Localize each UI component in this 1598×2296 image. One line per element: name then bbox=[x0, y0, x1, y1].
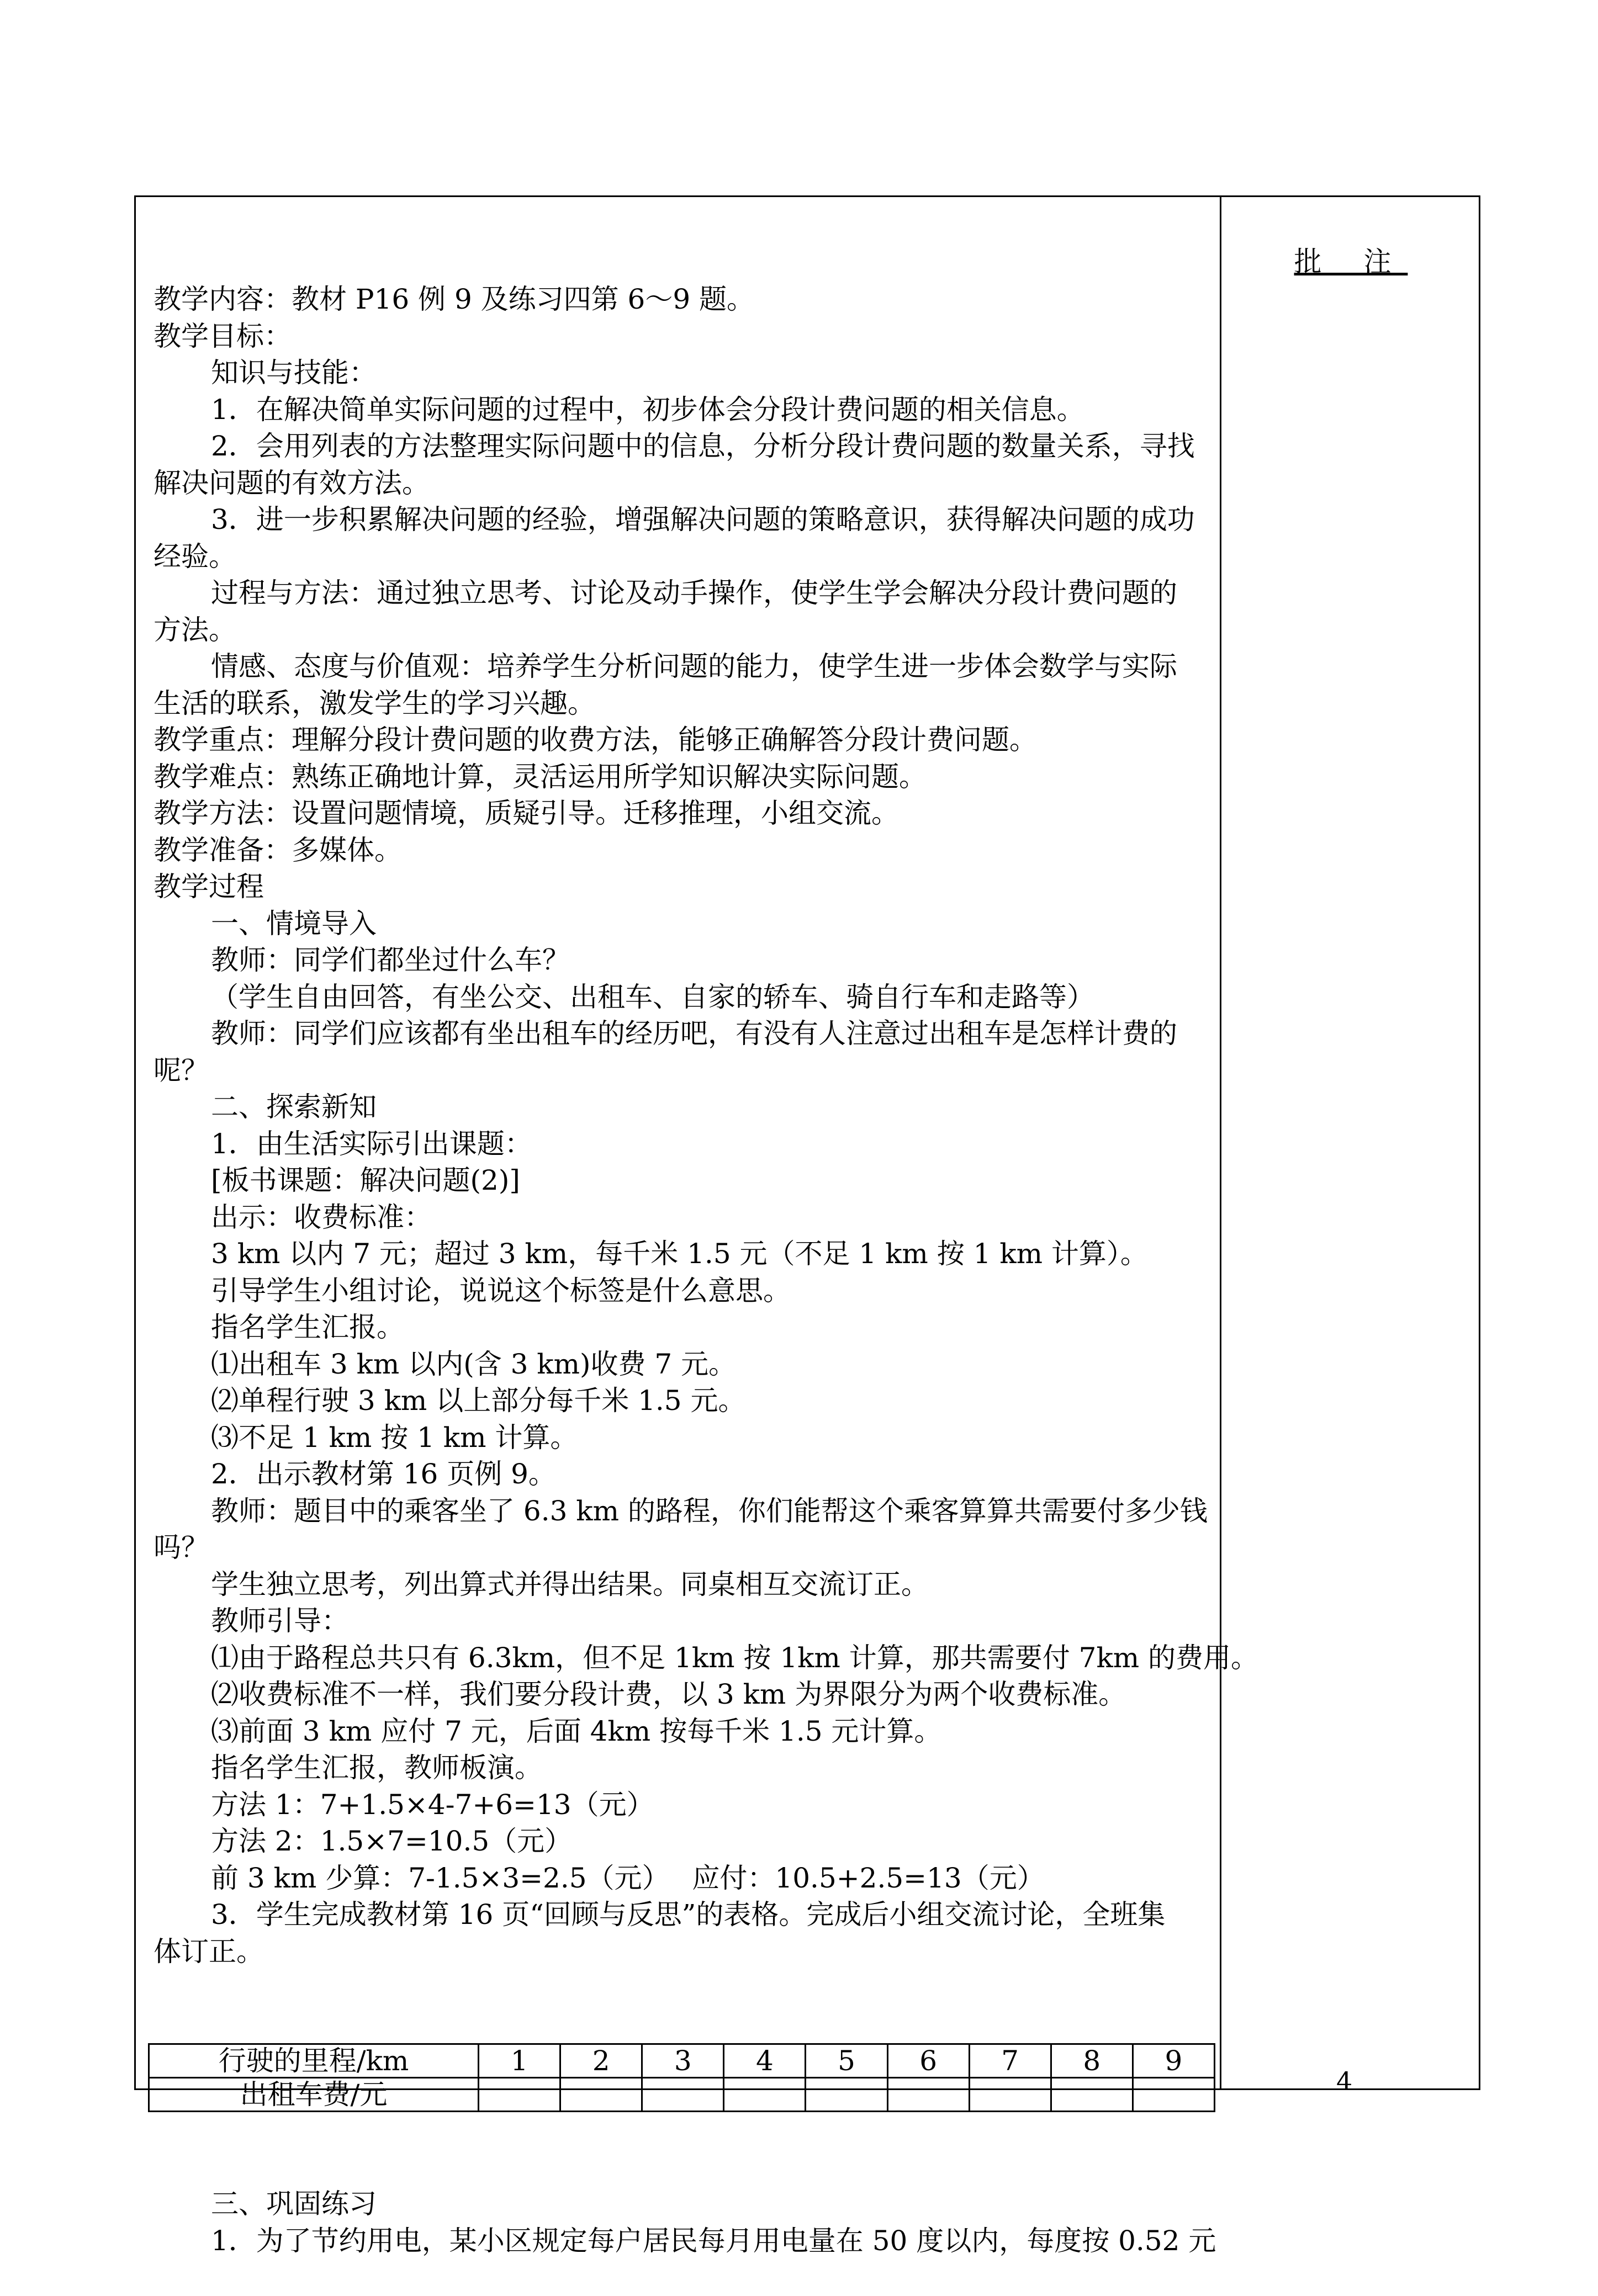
text-line: 3 km 以内 7 元；超过 3 km，每千米 1.5 元（不足 1 km 按 1 km 计算）。 bbox=[211, 1238, 1148, 1270]
text-line: 教师引导： bbox=[211, 1605, 349, 1637]
mileage-cell: 8 bbox=[1051, 2044, 1133, 2078]
lesson-content bbox=[154, 208, 1259, 2296]
text-line: 2．出示教材第 16 页例 9。 bbox=[211, 1458, 556, 1490]
text-line: ⑶不足 1 km 按 1 km 计算。 bbox=[211, 1421, 578, 1454]
fare-cell bbox=[1133, 2078, 1214, 2112]
text-line: 教学过程 bbox=[154, 871, 264, 903]
text-line: 指名学生汇报。 bbox=[211, 1311, 404, 1343]
text-line: 三、巩固练习 bbox=[211, 2188, 377, 2220]
text-line: 1．由生活实际引出课题： bbox=[211, 1127, 532, 1160]
text-line: 教学目标： bbox=[154, 320, 292, 352]
text-line: 二、探索新知 bbox=[211, 1091, 377, 1123]
mileage-cell: 2 bbox=[560, 2044, 642, 2078]
fare-cell bbox=[1051, 2078, 1133, 2112]
text-line: 解决问题的有效方法。 bbox=[154, 466, 430, 499]
text-line: 3．学生完成教材第 16 页“回顾与反思”的表格。完成后小组交流讨论，全班集 bbox=[211, 1899, 1166, 1931]
text-line: 教学内容：教材 P16 例 9 及练习四第 6～9 题。 bbox=[154, 283, 755, 315]
lesson-text-block bbox=[154, 281, 1259, 1970]
fare-cell bbox=[560, 2078, 642, 2112]
text-line: ⑶前面 3 km 应付 7 元，后面 4km 按每千米 1.5 元计算。 bbox=[211, 1715, 942, 1747]
page-number: 4 bbox=[1336, 2066, 1353, 2096]
fare-cell bbox=[479, 2078, 560, 2112]
text-line: 过程与方法：通过独立思考、讨论及动手操作，使学生学会解决分段计费问题的 bbox=[211, 577, 1177, 609]
mileage-cell: 6 bbox=[887, 2044, 969, 2078]
text-line: 教师：题目中的乘客坐了 6.3 km 的路程，你们能帮这个乘客算算共需要付多少钱 bbox=[211, 1494, 1208, 1527]
fare-cell bbox=[724, 2078, 806, 2112]
text-line: 1．为了节约用电，某小区规定每户居民每月用电量在 50 度以内，每度按 0.52 元 bbox=[211, 2224, 1216, 2257]
text-line: ⑴由于路程总共只有 6.3km，但不足 1km 按 1km 计算，那共需要付 7km 的费用。 bbox=[211, 1641, 1259, 1674]
text-line: 方法 1：7+1.5×4-7+6=13（元） bbox=[211, 1788, 654, 1821]
fare-cell bbox=[887, 2078, 969, 2112]
fare-cell bbox=[642, 2078, 724, 2112]
taxi-fee-table bbox=[148, 2043, 1215, 2112]
text-line: 学生独立思考，列出算式并得出结果。同桌相互交流订正。 bbox=[211, 1568, 929, 1600]
fare-row bbox=[149, 2078, 1215, 2112]
mileage-cell: 4 bbox=[724, 2044, 806, 2078]
text-line: 教学重点：理解分段计费问题的收费方法，能够正确解答分段计费问题。 bbox=[154, 724, 1037, 756]
fare-cell bbox=[806, 2078, 887, 2112]
text-line: （学生自由回答，有坐公交、出租车、自家的轿车、骑自行车和走路等） bbox=[211, 980, 1094, 1013]
text-line: 教学方法：设置问题情境，质疑引导。迁移推理，小组交流。 bbox=[154, 797, 899, 829]
text-line: 方法。 bbox=[154, 613, 236, 646]
mileage-row bbox=[149, 2044, 1215, 2078]
mileage-row-label: 行驶的里程/km bbox=[149, 2044, 479, 2078]
mileage-cell: 3 bbox=[642, 2044, 724, 2078]
text-line: ⑵单程行驶 3 km 以上部分每千米 1.5 元。 bbox=[211, 1385, 746, 1417]
text-line: 经验。 bbox=[154, 540, 236, 572]
annotation-column-title: 批 注 bbox=[1294, 246, 1408, 278]
text-line: 体订正。 bbox=[154, 1935, 264, 1968]
mileage-cell: 9 bbox=[1133, 2044, 1214, 2078]
text-line: 前 3 km 少算：7-1.5×3=2.5（元） 应付：10.5+2.5=13（元） bbox=[211, 1862, 1045, 1894]
text-line: 生活的联系，激发学生的学习兴趣。 bbox=[154, 687, 595, 719]
text-line: 引导学生小组讨论，说说这个标签是什么意思。 bbox=[211, 1274, 791, 1307]
mileage-cell: 5 bbox=[806, 2044, 887, 2078]
text-line: 指名学生汇报，教师板演。 bbox=[211, 1752, 542, 1784]
column-divider bbox=[1220, 195, 1221, 2090]
text-line: 出示：收费标准： bbox=[211, 1201, 432, 1233]
mileage-cell: 7 bbox=[969, 2044, 1051, 2078]
text-line: 3．进一步积累解决问题的经验，增强解决问题的策略意识，获得解决问题的成功 bbox=[211, 503, 1195, 535]
text-line: 呢？ bbox=[154, 1054, 209, 1086]
text-line: 方法 2：1.5×7=10.5（元） bbox=[211, 1825, 573, 1857]
text-line: 1．在解决简单实际问题的过程中，初步体会分段计费问题的相关信息。 bbox=[211, 393, 1084, 426]
text-line: [板书课题：解决问题(2)] bbox=[211, 1164, 520, 1196]
text-line: 一、情境导入 bbox=[211, 907, 377, 940]
text-line: 教学准备：多媒体。 bbox=[154, 834, 402, 866]
text-line: ⑴出租车 3 km 以内(含 3 km)收费 7 元。 bbox=[211, 1348, 737, 1380]
text-line: 情感、态度与价值观：培养学生分析问题的能力，使学生进一步体会数学与实际 bbox=[211, 650, 1177, 682]
text-line: 教师：同学们都坐过什么车？ bbox=[211, 944, 570, 976]
mileage-cell: 1 bbox=[479, 2044, 560, 2078]
fare-row-label: 出租车费/元 bbox=[149, 2078, 479, 2112]
fare-cell bbox=[969, 2078, 1051, 2112]
text-line: 知识与技能： bbox=[211, 357, 377, 389]
text-line: 教学难点：熟练正确地计算，灵活运用所学知识解决实际问题。 bbox=[154, 760, 927, 793]
practice-text-block bbox=[154, 2186, 1216, 2259]
text-line: 2．会用列表的方法整理实际问题中的信息，分析分段计费问题的数量关系，寻找 bbox=[211, 430, 1195, 462]
text-line: ⑵收费标准不一样，我们要分段计费，以 3 km 为界限分为两个收费标准。 bbox=[211, 1678, 1126, 1710]
text-line: 教师：同学们应该都有坐出租车的经历吧，有没有人注意过出租车是怎样计费的 bbox=[211, 1017, 1177, 1049]
text-line: 吗？ bbox=[154, 1531, 209, 1563]
